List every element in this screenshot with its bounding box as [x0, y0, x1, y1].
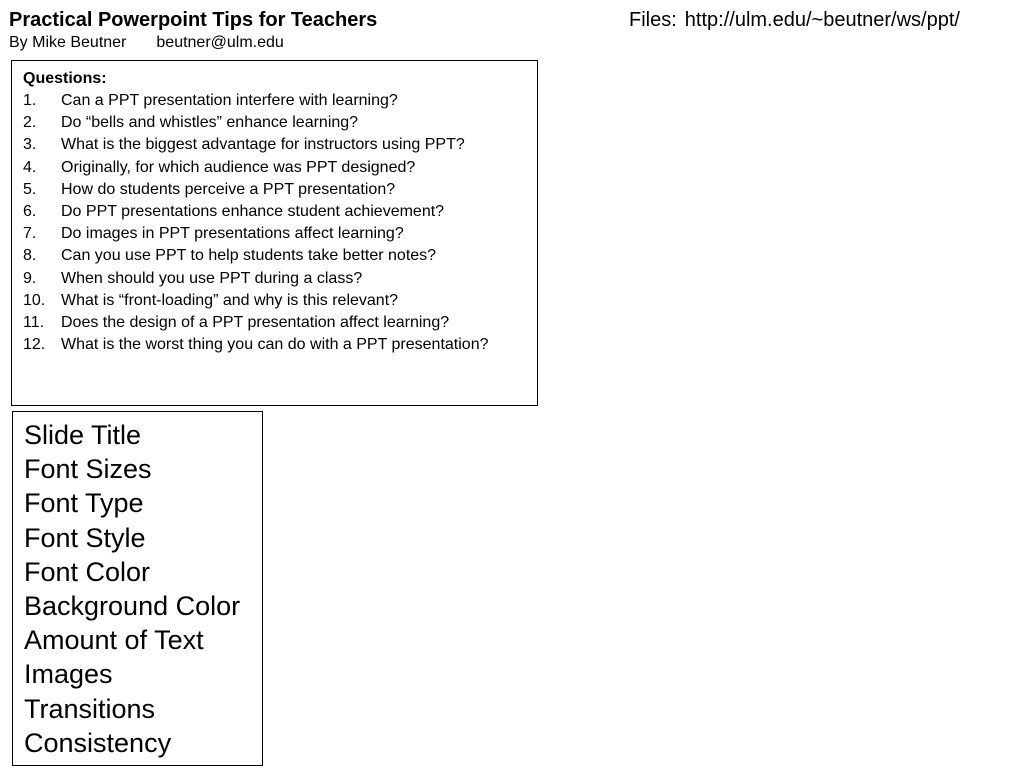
files-reference	[629, 8, 960, 32]
question-number: 3.	[23, 136, 37, 154]
question-item	[23, 245, 523, 267]
question-number: 10.	[23, 291, 46, 309]
topic-item: Font Sizes	[24, 454, 152, 485]
topic-item: Slide Title	[24, 420, 142, 450]
question-text: What is the biggest advantage for instructors using PPT?	[61, 136, 465, 154]
question-text: How do students perceive a PPT presentation?	[61, 180, 396, 198]
question-number: 11.	[23, 314, 45, 332]
question-item	[23, 223, 523, 245]
question-number: 7.	[23, 225, 37, 243]
topic-item: Consistency	[24, 727, 172, 758]
topic-item: Font Style	[24, 522, 146, 553]
topics-box	[12, 411, 263, 766]
question-text: Can you use PPT to help students take better notes?	[61, 247, 437, 265]
author-email: beutner@ulm.edu	[156, 34, 284, 51]
question-text: When should you use PPT during a class?	[61, 269, 363, 287]
question-item	[23, 90, 523, 112]
topic-item: Font Color	[24, 556, 151, 587]
question-number: 4.	[23, 158, 37, 176]
question-item	[23, 290, 523, 312]
question-text: Do images in PPT presentations affect learning?	[61, 225, 404, 243]
question-number: 2.	[23, 114, 37, 132]
topic-item: Transitions	[24, 693, 156, 724]
files-label: Files:	[629, 9, 677, 31]
topic-item: Font Type	[24, 488, 144, 519]
question-item	[23, 179, 523, 201]
question-text: Does the design of a PPT presentation affect learning?	[61, 314, 450, 332]
topic-item: Images	[24, 659, 113, 690]
questions-list	[23, 90, 523, 356]
topics-list	[24, 418, 240, 760]
question-text: What is “front-loading” and why is this relevant?	[61, 291, 399, 309]
question-number: 8.	[23, 247, 37, 265]
byline	[9, 34, 284, 52]
question-number: 9.	[23, 269, 37, 287]
question-item	[23, 334, 523, 356]
question-item	[23, 112, 523, 134]
questions-box	[11, 60, 538, 406]
question-number: 1.	[23, 92, 37, 109]
page-title: Practical Powerpoint Tips for Teachers	[9, 9, 378, 31]
question-text: Do PPT presentations enhance student achievement?	[61, 203, 445, 221]
author-name: By Mike Beutner	[9, 34, 127, 51]
question-item	[23, 157, 523, 179]
question-item	[23, 312, 523, 334]
questions-heading: Questions:	[23, 70, 107, 87]
question-text: Do “bells and whistles” enhance learning?	[61, 114, 359, 132]
question-item	[23, 268, 523, 290]
question-text: Can a PPT presentation interfere with learning?	[61, 92, 398, 109]
question-number: 6.	[23, 203, 37, 221]
question-number: 12.	[23, 336, 46, 354]
question-text: Originally, for which audience was PPT designed?	[61, 158, 416, 176]
question-number: 5.	[23, 180, 37, 198]
question-item	[23, 201, 523, 223]
question-text: What is the worst thing you can do with a PPT presentation?	[61, 336, 489, 354]
files-url: http://ulm.edu/~beutner/ws/ppt/	[684, 9, 960, 31]
topic-item: Amount of Text	[24, 625, 204, 656]
question-item	[23, 134, 523, 156]
topic-item: Background Color	[24, 591, 241, 622]
